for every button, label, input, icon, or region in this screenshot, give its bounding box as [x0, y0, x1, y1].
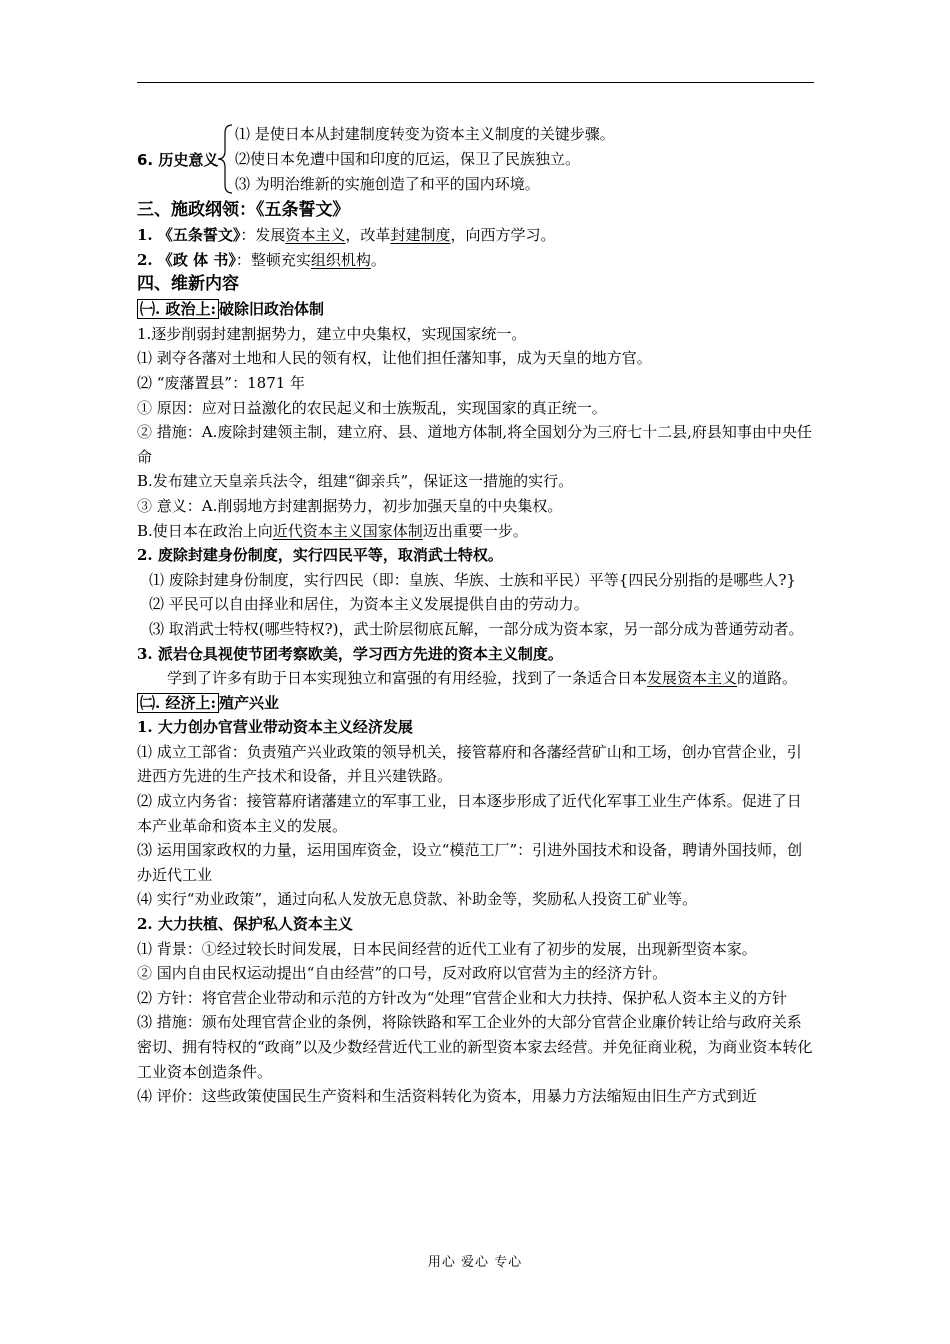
- government-doc-line: [137, 248, 815, 273]
- bold-point: 2. 大力扶植、保护私人资本主义: [137, 915, 353, 934]
- header-rule: [137, 82, 814, 83]
- text-span: B.使日本在政治上向: [137, 521, 273, 540]
- economic-subheading: [137, 691, 815, 716]
- government-doc-head: 2. 《政 体 书》: [137, 250, 236, 269]
- paragraph: ⑷ 评价：这些政策使国民生产资料和生活资料转化为资本，用暴力方法缩短由旧生产方式到近: [137, 1087, 757, 1106]
- paragraph: ⑴ 背景：①经过较长时间发展，日本民间经营的近代工业有了初步的发展，出现新型资本家。: [137, 939, 757, 958]
- political-box: ㈠. 政治上:: [137, 299, 219, 319]
- paragraph: ⑵ 方针：将官营企业带动和示范的方针改为“处理”官营企业和大力扶持、保护私人资本主义的方针: [137, 988, 788, 1007]
- paragraph: ⑷ 实行“劝业政策”，通过向私人发放无息贷款、补助金等，奖励私人投资工矿业等。: [137, 890, 698, 909]
- political-title: 破除旧政治体制: [218, 300, 324, 319]
- paragraph: ⑴ 废除封建身份制度，实行四民（即：皇族、华族、士族和平民）平等{四民分别指的是哪些人?}: [149, 570, 796, 589]
- paragraph: ② 国内自由民权运动提出“自由经营”的口号，反对政府以官营为主的经济方针。: [137, 964, 668, 983]
- paragraph: [137, 519, 815, 544]
- paragraph: 1.逐步削弱封建割据势力，建立中央集权，实现国家统一。: [137, 324, 527, 343]
- brace-icon: [216, 123, 234, 195]
- charter-line: [137, 223, 815, 248]
- paragraph: ② 措施：A.废除封建领主制，建立府、县、道地方体制,将全国划分为三府七十二县,府县知事由中央任命: [137, 423, 812, 466]
- significance-label: 6. 历史意义: [137, 151, 219, 169]
- section-4-heading: 四、维新内容: [137, 274, 239, 295]
- underlined-term: 发展资本主义: [647, 669, 738, 688]
- text-span: 。: [370, 250, 386, 269]
- political-subheading: [137, 297, 815, 322]
- paragraph: B.发布建立天皇亲兵法令，组建“御亲兵”，保证这一措施的实行。: [137, 472, 574, 491]
- paragraph: ⑴ 成立工部省：负责殖产兴业政策的领导机关，接管幕府和各藩经营矿山和工场，创办官营企业，引进西方先进的生产技术和设备，并且兴建铁路。: [137, 742, 802, 786]
- significance-item: ⑶ 为明治维新的实施创造了和平的国内环境。: [235, 175, 540, 193]
- section-3-heading: 三、施政纲领：《五条誓文》: [137, 200, 350, 220]
- page-content: [137, 122, 815, 1109]
- significance-list: [235, 122, 615, 197]
- economic-title: 殖产兴业: [218, 693, 279, 712]
- paragraph: ⑵ 成立内务省：接管幕府诸藩建立的军事工业，日本逐步形成了近代化军事工业生产体系。促进了日本产业革命和资本主义的发展。: [137, 792, 802, 835]
- text-span: 迈出重要一步。: [422, 521, 528, 540]
- significance-item: ⑴ 是使日本从封建制度转变为资本主义制度的关键步骤。: [235, 125, 615, 143]
- underlined-term: 组织机构: [310, 250, 371, 269]
- underlined-term: 封建制度: [390, 226, 451, 244]
- text-span: 学到了许多有助于日本实现独立和富强的有用经验，找到了一条适合日本: [167, 669, 648, 688]
- underlined-term: 近代资本主义国家体制: [272, 521, 423, 540]
- paragraph: ⑶ 运用国家政权的力量，运用国库资金，设立“模范工厂”：引进外国技术和设备，聘请外国技师，创办近代工业: [137, 841, 803, 884]
- text-span: ：发展: [240, 226, 286, 244]
- bold-point: 3. 派岩仓具视使节团考察欧美，学习西方先进的资本主义制度。: [137, 644, 563, 663]
- paragraph: ⑴ 剥夺各藩对土地和人民的领有权，让他们担任藩知事，成为天皇的地方官。: [137, 349, 652, 368]
- significance-item: ⑵使日本免遭中国和印度的厄运，保卫了民族独立。: [235, 150, 581, 168]
- paragraph: ⑵ “废藩置县”：1871 年: [137, 373, 306, 392]
- bold-point: 1. 大力创办官营业带动资本主义经济发展: [137, 718, 413, 737]
- paragraph: ③ 意义：A.削弱地方封建割据势力，初步加强天皇的中央集权。: [137, 496, 563, 515]
- paragraph: ① 原因：应对日益激化的农民起义和士族叛乱，实现国家的真正统一。: [137, 398, 607, 417]
- paragraph: ⑶ 措施：颁布处理官营企业的条例，将除铁路和军工企业外的大部分官营企业廉价转让给与政府关系密切、拥有特权的“政商”以及少数经营近代工业的新型资本家去经营。并免征商业税，为商业资本转化工业资本创造条件。: [137, 1013, 813, 1081]
- paragraph: ⑶ 取消武士特权(哪些特权?)，武士阶层彻底瓦解，一部分成为资本家，另一部分成为普通劳动者。: [149, 619, 804, 638]
- economic-box: ㈡. 经济上:: [137, 693, 219, 713]
- text-span: ：整顿充实: [235, 250, 311, 269]
- charter-head: 1. 《五条誓文》: [137, 226, 241, 244]
- significance-block: [137, 122, 815, 198]
- underlined-term: 资本主义: [285, 226, 346, 244]
- text-span: ，向西方学习。: [450, 226, 556, 244]
- bold-point: 2. 废除封建身份制度，实行四民平等，取消武士特权。: [137, 546, 503, 565]
- paragraph: ⑵ 平民可以自由择业和居住，为资本主义发展提供自由的劳动力。: [149, 595, 589, 614]
- text-span: ，改革: [345, 226, 391, 244]
- page-footer: 用心 爱心 专心: [427, 1255, 523, 1270]
- text-span: 的道路。: [737, 669, 798, 688]
- paragraph: [137, 666, 815, 691]
